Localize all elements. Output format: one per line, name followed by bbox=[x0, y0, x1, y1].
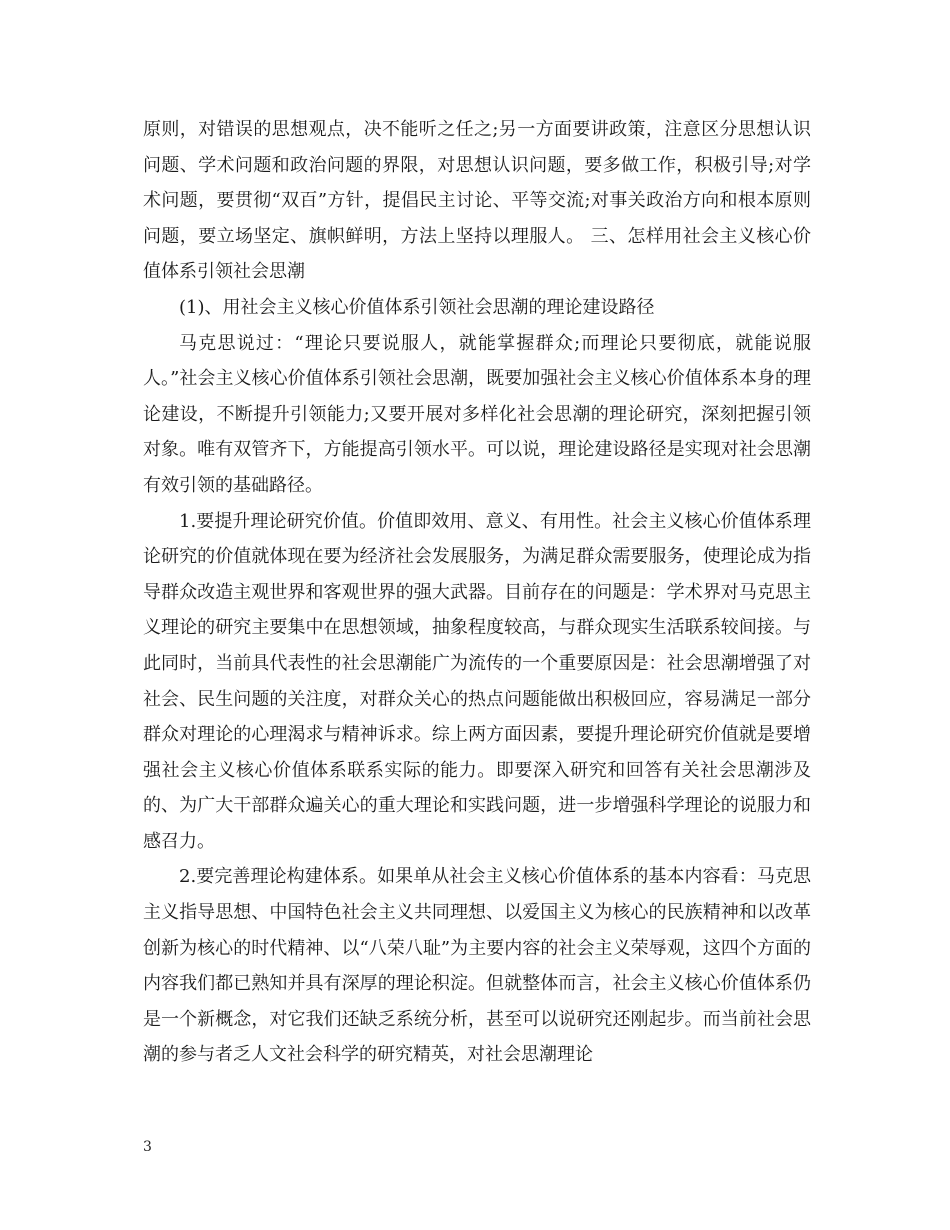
paragraph-1: 原则，对错误的思想观点，决不能听之任之;另一方面要讲政策，注意区分思想认识问题、学术问题和政治问题的界限，对思想认识问题，要多做工作，积极引导;对学术问题，要贯彻“双百”方针，提倡民主讨论、平等交流;对事关政治方向和根本原则问题，要立场坚定、旗帜鲜明，方法上坚持以理服人。 三、怎样用社会主义核心价值体系引领社会思潮 bbox=[143, 119, 811, 283]
paragraph-4: 1.要提升理论研究价值。价值即效用、意义、有用性。社会主义核心价值体系理论研究的价值就体现在要为经济社会发展服务，为满足群众需要服务，使理论成为指导群众改造主观世界和客观世界的强大武器。目前存在的问题是：学术界对马克思主义理论的研究主要集中在思想领域，抽象程度较高，与群众现实生活联系较间接。与此同时，当前具代表性的社会思潮能广为流传的一个重要原因是：社会思潮增强了对社会、民生问题的关注度，对群众关心的热点问题能做出积极回应，容易满足一部分群众对理论的心理渴求与精神诉求。综上两方面因素，要提升理论研究价值就是要增强社会主义核心价值体系联系实际的能力。即要深入研究和回答有关社会思潮涉及的、为广大干部群众遍关心的重大理论和实践问题，进一步增强科学理论的说服力和感召力。 bbox=[143, 510, 811, 852]
page-number: 3 bbox=[143, 1139, 152, 1155]
document-body bbox=[143, 112, 811, 1073]
paragraph-5: 2.要完善理论构建体系。如果单从社会主义核心价值体系的基本内容看：马克思主义指导思想、中国特色社会主义共同理想、以爱国主义为核心的民族精神和以改革创新为核心的时代精神、以“八荣八耻”为主要内容的社会主义荣辱观，这四个方面的内容我们都已熟知并具有深厚的理论积淀。但就整体而言，社会主义核心价值体系仍是一个新概念，对它我们还缺乏系统分析，甚至可以说研究还刚起步。而当前社会思潮的参与者乏人文社会科学的研究精英，对社会思潮理论 bbox=[143, 866, 811, 1066]
paragraph-3: 马克思说过：“理论只要说服人，就能掌握群众;而理论只要彻底，就能说服人。”社会主义核心价值体系引领社会思潮，既要加强社会主义核心价值体系本身的理论建设，不断提升引领能力;又要开展对多样化社会思潮的理论研究，深刻把握引领对象。唯有双管齐下，方能提高引领水平。可以说，理论建设路径是实现对社会思潮有效引领的基础路径。 bbox=[143, 332, 811, 496]
section-heading-1: (1)、用社会主义核心价值体系引领社会思潮的理论建设路径 bbox=[179, 296, 655, 318]
